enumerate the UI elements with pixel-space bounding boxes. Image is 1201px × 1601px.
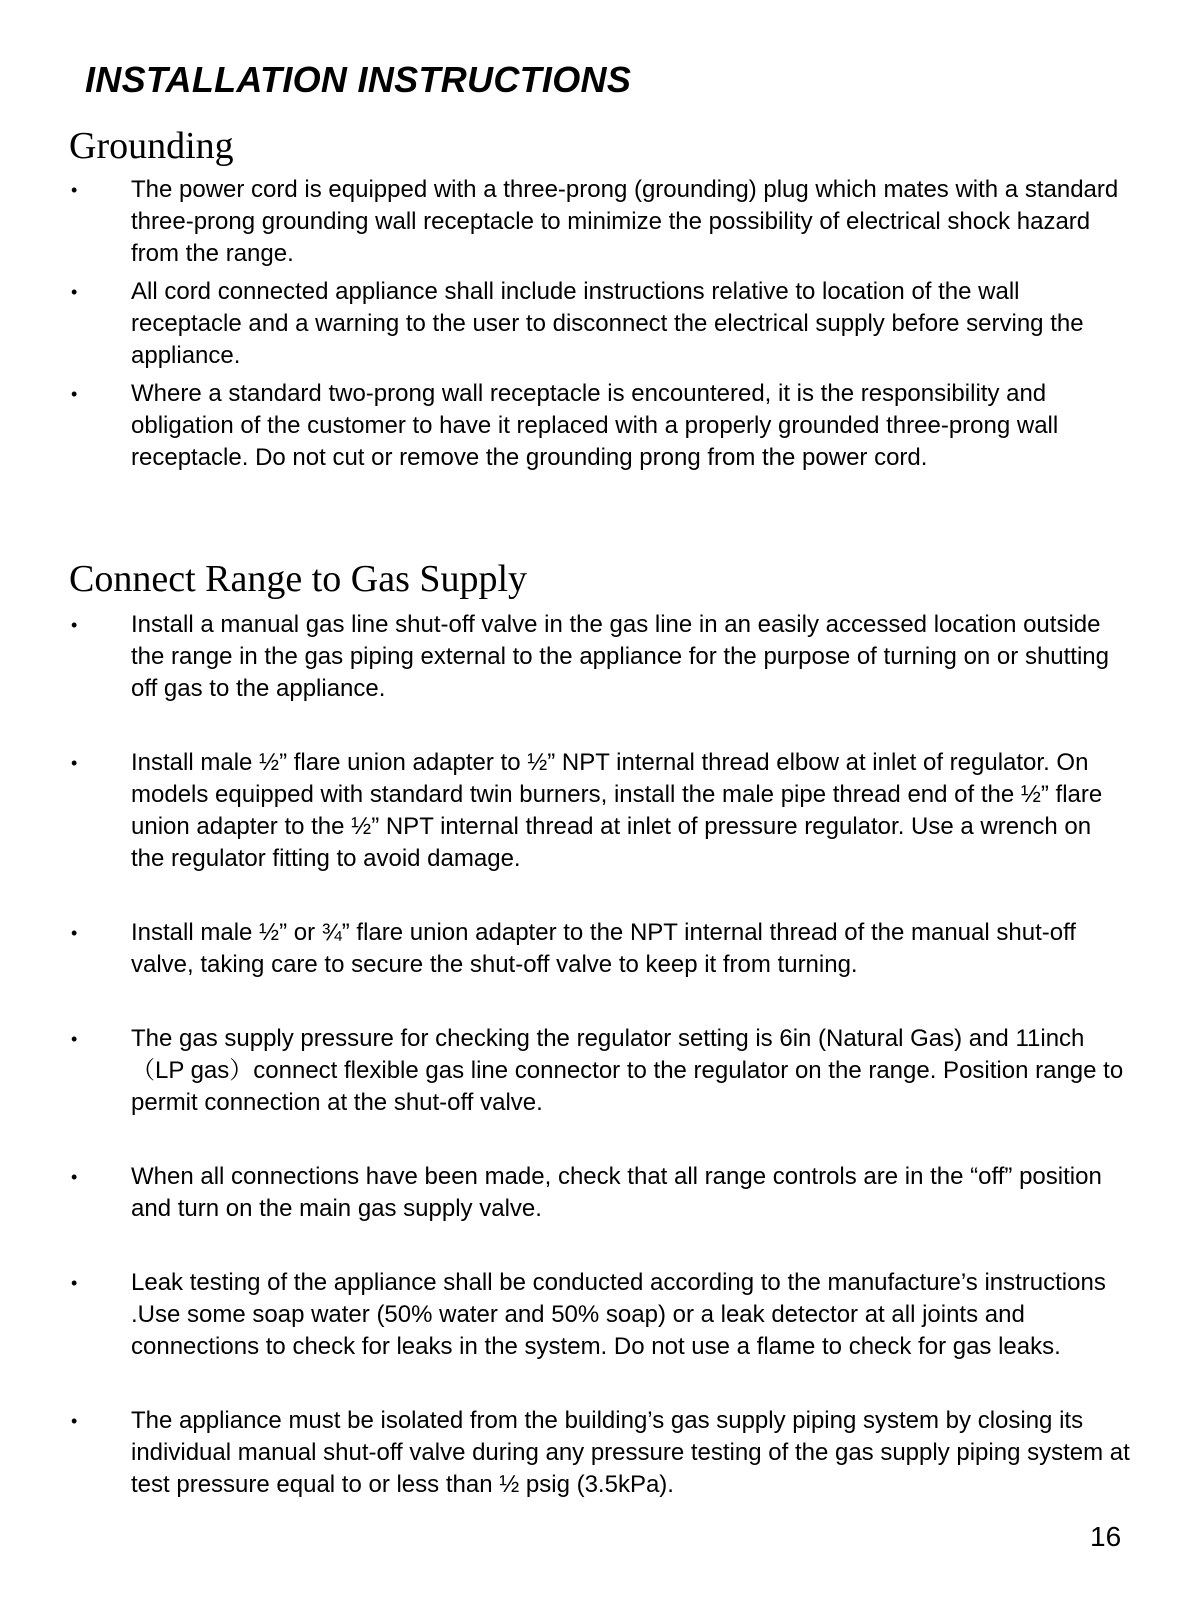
list-item: [0, 1023, 1131, 1119]
bullet-icon: •: [71, 753, 78, 773]
list-item-text: The power cord is equipped with a three-prong (grounding) plug which mates with a standard three-prong grounding wall receptacle to minimize the possibility of electrical shock hazard from the range.: [131, 176, 1119, 267]
bullet-icon: •: [71, 384, 78, 404]
grounding-bullet-list: [0, 174, 1201, 480]
bullet-icon: •: [71, 923, 78, 943]
list-item: [0, 1267, 1131, 1363]
gas-supply-bullet-list: [0, 609, 1201, 1543]
list-item-text: All cord connected appliance shall include instructions relative to location of the wall receptacle and a warning to the user to disconnect the electrical supply before serving the appliance.: [131, 278, 1084, 369]
list-item-text: Install male ½” flare union adapter to ½” NPT internal thread elbow at inlet of regulator. On models equipped with standard twin burners, install the male pipe thread end of the ½” flare union adapter to the ½” NPT internal thread at inlet of pressure regulator. Use a wrench on the regulator fitting to avoid damage.: [131, 749, 1103, 872]
bullet-icon: •: [71, 615, 78, 635]
section-heading-grounding: Grounding: [69, 125, 234, 167]
list-item: [0, 174, 1131, 270]
bullet-icon: •: [71, 1273, 78, 1293]
list-item: [0, 1161, 1131, 1225]
list-item: [0, 1405, 1131, 1501]
list-item-text: The appliance must be isolated from the building’s gas supply piping system by closing its individual manual shut-off valve during any pressure testing of the gas supply piping system at test pressure equal to or less than ½ psig (3.5kPa).: [131, 1407, 1130, 1498]
list-item-text: The gas supply pressure for checking the regulator setting is 6in (Natural Gas) and 11inch（LP gas）connect flexible gas line connector to the regulator on the range. Position range to permit connection at the shut-off valve.: [131, 1025, 1124, 1116]
list-item-text: Install male ½” or ¾” flare union adapter to the NPT internal thread of the manual shut-off valve, taking care to secure the shut-off valve to keep it from turning.: [131, 919, 1076, 978]
page-number: 16: [1090, 1521, 1122, 1552]
bullet-icon: •: [71, 1167, 78, 1187]
list-item-text: Where a standard two-prong wall receptacle is encountered, it is the responsibility and obligation of the customer to have it replaced with a properly grounded three-prong wall receptacle. Do not cut or remove the grounding prong from the power cord.: [131, 380, 1059, 471]
list-item: [0, 378, 1131, 474]
list-item-text: Leak testing of the appliance shall be conducted according to the manufacture’s instructions .Use some soap water (50% water and 50% soap) or a leak detector at all joints and connections to check for leaks in the system. Do not use a flame to check for gas leaks.: [131, 1269, 1106, 1360]
list-item: [0, 747, 1131, 875]
bullet-icon: •: [71, 282, 78, 302]
list-item: [0, 276, 1131, 372]
section-heading-gas-supply: Connect Range to Gas Supply: [69, 558, 528, 600]
bullet-icon: •: [71, 1411, 78, 1431]
list-item-text: When all connections have been made, check that all range controls are in the “off” position and turn on the main gas supply valve.: [131, 1163, 1102, 1222]
list-item: [0, 917, 1131, 981]
page-title: INSTALLATION INSTRUCTIONS: [85, 59, 632, 100]
list-item: [0, 609, 1131, 705]
bullet-icon: •: [71, 180, 78, 200]
bullet-icon: •: [71, 1029, 78, 1049]
list-item-text: Install a manual gas line shut-off valve in the gas line in an easily accessed location outside the range in the gas piping external to the appliance for the purpose of turning on or shutting off gas to the appliance.: [131, 611, 1109, 702]
